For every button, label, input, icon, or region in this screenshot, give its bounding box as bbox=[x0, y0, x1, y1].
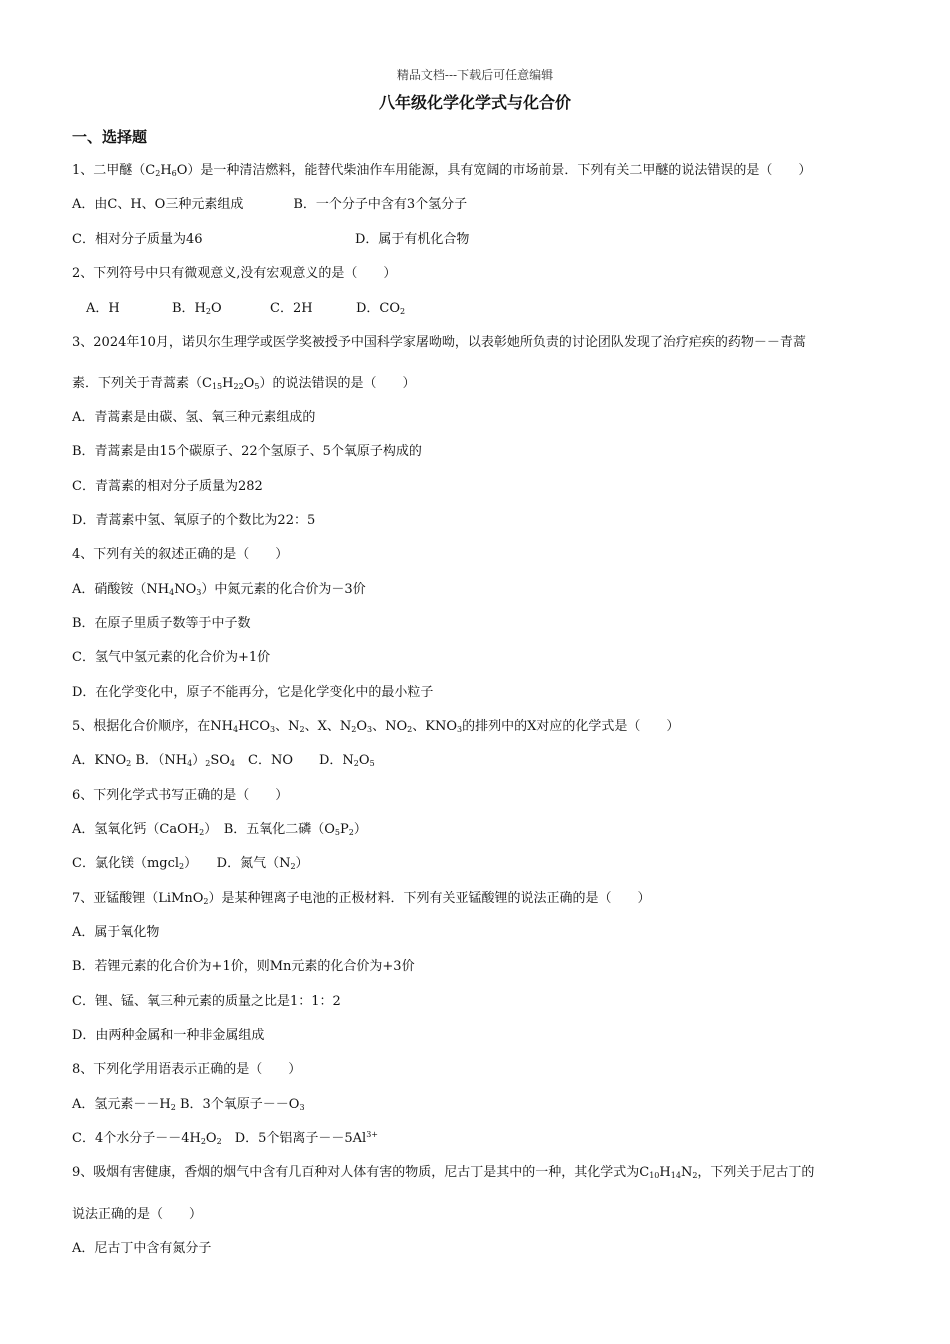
question-9-stem-line1: 9、吸烟有害健康，香烟的烟气中含有几百种对人体有害的物质，尼古丁是其中的一种，其化学式为$C_{10}H_{14}N_2$，下列关于尼古丁的 bbox=[72, 1165, 815, 1180]
question-7-option-b: B．若锂元素的化合价为+1价，则Mn元素的化合价为+3价 bbox=[72, 959, 415, 974]
question-4-stem: 4、下列有关的叙述正确的是（ ） bbox=[72, 547, 289, 562]
question-6-stem: 6、下列化学式书写正确的是（ ） bbox=[72, 788, 289, 803]
option-a: A．H bbox=[86, 301, 120, 316]
question-4-option-c: C．氢气中氢元素的化合价为+1价 bbox=[72, 650, 271, 665]
question-7-option-c: C．锂、锰、氧三种元素的质量之比是1：1：2 bbox=[72, 994, 341, 1009]
question-6-options-ab: A．氢氧化钙（CaOH$_2$） B．五氧化二磷$(O_5P_2)$ bbox=[72, 822, 367, 837]
question-9-stem-line2: 说法正确的是（ ） bbox=[72, 1207, 203, 1222]
question-8-options-cd: C．4个水分子$--4H_2O_2$ D．5个铝离子$--5Al^{3+}$ bbox=[72, 1130, 378, 1146]
option-a: A．由C、H、O三种元素组成 bbox=[72, 197, 244, 212]
option-b: B．一个分子中含有3个氢分子 bbox=[293, 197, 468, 212]
question-6-options-cd: C．氯化镁（mgcl$_2$） D．氮气$(N_2)$ bbox=[72, 856, 309, 871]
section-heading: 一、选择题 bbox=[72, 128, 148, 146]
question-2-options bbox=[86, 300, 405, 318]
question-7-option-a: A．属于氧化物 bbox=[72, 925, 160, 940]
page-header: 精品文档---下载后可任意编辑 bbox=[396, 68, 554, 82]
question-3-option-c: C．青蒿素的相对分子质量为282 bbox=[72, 479, 263, 494]
option-d: D．$CO_2$ bbox=[356, 301, 406, 316]
question-9-option-a: A．尼古丁中含有氮分子 bbox=[72, 1241, 212, 1256]
question-8-options-ab: A．氢元素$--H_2$ B．3个氧原子$--O_3$ bbox=[72, 1097, 305, 1112]
question-4-option-b: B．在原子里质子数等于中子数 bbox=[72, 616, 251, 631]
question-1-options-ab bbox=[72, 196, 467, 214]
option-c: C．相对分子质量为46 bbox=[72, 232, 203, 247]
question-4-option-d: D．在化学变化中，原子不能再分，它是化学变化中的最小粒子 bbox=[72, 685, 434, 700]
question-8-stem: 8、下列化学用语表示正确的是（ ） bbox=[72, 1062, 302, 1077]
question-3-option-d: D．青蒿素中氢、氧原子的个数比为22：5 bbox=[72, 513, 316, 528]
question-3-option-b: B．青蒿素是由15个碳原子、22个氢原子、5个氧原子构成的 bbox=[72, 444, 422, 459]
question-4-option-a: A．硝酸铵$(NH_4NO_3)$中氮元素的化合价为－3价 bbox=[72, 582, 366, 597]
question-7-stem: 7、亚锰酸锂（LiMnO$_2$）是某种锂离子电池的正极材料．下列有关亚锰酸锂的说法正确的是（ ） bbox=[72, 891, 651, 906]
page-title: 八年级化学化学式与化合价 bbox=[378, 93, 571, 112]
question-5-options: A．$KNO_2$ B．$(NH_4)_2SO_4$ C．NO D．$N_2O_5$ bbox=[72, 753, 375, 768]
question-3-stem-line1: 3、2024年10月，诺贝尔生理学或医学奖被授予中国科学家屠呦呦，以表彰她所负责的讨论团队发现了治疗疟疾的药物－－青蒿 bbox=[72, 335, 806, 350]
question-3-stem-line2: 素．下列关于青蒿素$(C_{15}H_{22}O_5)$的说法错误的是（ ） bbox=[72, 376, 416, 391]
question-7-option-d: D．由两种金属和一种非金属组成 bbox=[72, 1028, 265, 1043]
question-5-stem: 5、根据化合价顺序，在$NH_4HCO_3$、$N_2$、X、$N_2O_3$、$NO_2$、$KNO_3$的排列中的X对应的化学式是（ ） bbox=[72, 719, 680, 734]
option-c: C．2H bbox=[270, 301, 313, 316]
question-1-stem: 1、二甲醚$(C_2H_6O)$是一种清洁燃料，能替代柴油作车用能源，具有宽阔的市场前景．下列有关二甲醚的说法错误的是（ ） bbox=[72, 163, 812, 178]
option-b: B．$H_2O$ bbox=[172, 301, 222, 316]
question-3-option-a: A．青蒿素是由碳、氢、氧三种元素组成的 bbox=[72, 410, 316, 425]
question-2-stem: 2、下列符号中只有微观意义,没有宏观意义的是（ ） bbox=[72, 266, 397, 281]
question-1-options-cd bbox=[72, 231, 469, 249]
option-d: D．属于有机化合物 bbox=[355, 232, 470, 247]
